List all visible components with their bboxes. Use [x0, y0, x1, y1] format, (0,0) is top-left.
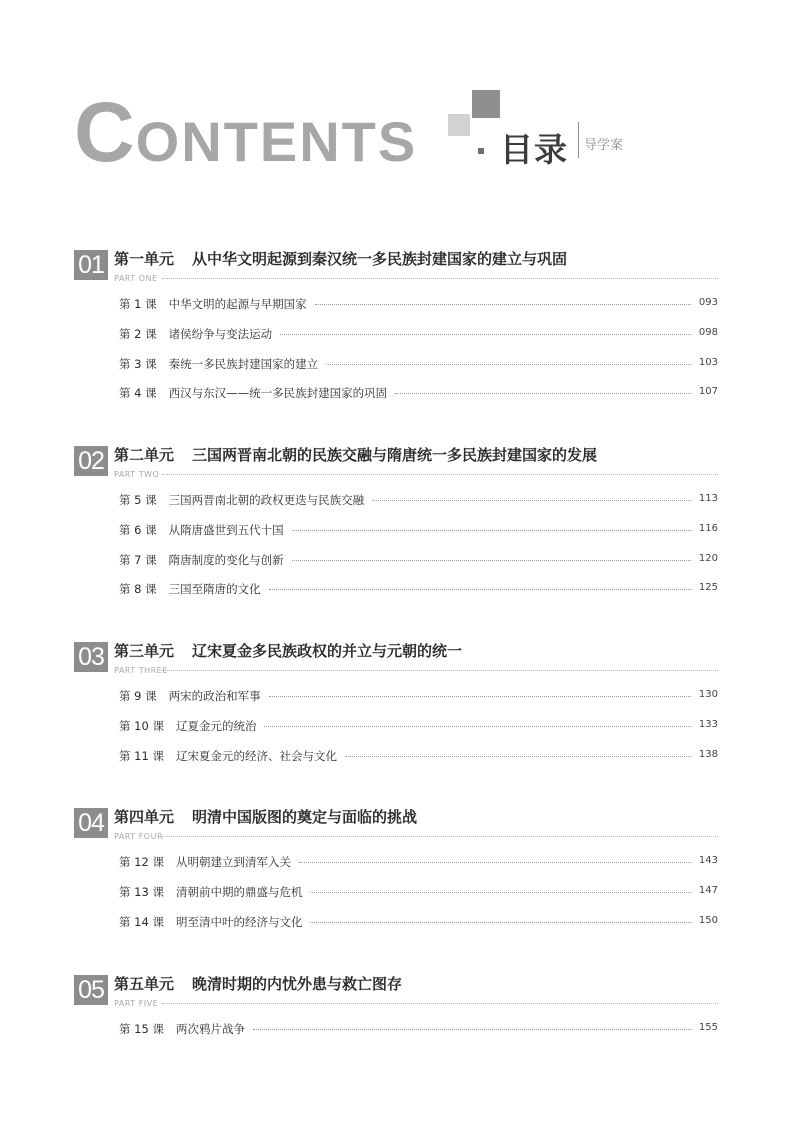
lesson-number: 第 13 课 [119, 884, 164, 899]
lesson-number: 第 3 课 [119, 356, 157, 371]
unit-title [114, 806, 417, 827]
leader-dots [269, 688, 691, 697]
lesson-entry[interactable] [119, 552, 718, 582]
lesson-title: 辽夏金元的统治 [175, 718, 257, 733]
unit-title-prefix: 第一单元 [114, 250, 175, 268]
unit-part-label: PART FIVE [114, 999, 159, 1008]
lesson-page: 116 [698, 522, 718, 534]
lesson-entry[interactable] [119, 385, 718, 415]
leader-dots [299, 854, 691, 863]
lesson-list [119, 296, 718, 415]
lesson-title: 诸侯纷争与变法运动 [168, 326, 273, 341]
lesson-list [119, 854, 718, 943]
lesson-entry[interactable] [119, 718, 718, 748]
lesson-entry[interactable] [119, 492, 718, 522]
lesson-number: 第 15 课 [119, 1022, 164, 1036]
lesson-title: 西汉与东汉——统一多民族封建国家的巩固 [168, 386, 388, 401]
lesson-number: 第 11 课 [119, 748, 164, 763]
lesson-list [119, 492, 718, 611]
leader-dots [292, 522, 691, 531]
lesson-page: 103 [698, 356, 718, 368]
lesson-entry[interactable] [119, 581, 718, 611]
unit-number-badge: 01 [74, 250, 108, 280]
lesson-page: 098 [698, 326, 718, 338]
lesson-entry[interactable] [119, 854, 718, 884]
lesson-page: 120 [698, 552, 718, 564]
unit-number-badge: 03 [74, 642, 108, 672]
leader-dots [310, 884, 690, 893]
unit-number-badge: 02 [74, 446, 108, 476]
lesson-page: 130 [698, 689, 718, 700]
unit-divider [162, 1003, 718, 1004]
leader-dots [315, 296, 691, 305]
lesson-title: 清朝前中期的鼎盛与危机 [175, 884, 303, 899]
lesson-page: 143 [698, 855, 718, 866]
unit-divider [162, 278, 718, 279]
lesson-entry[interactable] [119, 748, 718, 778]
lesson-title: 秦统一多民族封建国家的建立 [168, 356, 319, 371]
lesson-title: 两宋的政治和军事 [168, 689, 261, 703]
unit-title [114, 973, 402, 994]
leader-dots [292, 552, 691, 561]
unit-divider [162, 836, 718, 837]
leader-dots [264, 718, 690, 727]
unit-title-prefix: 第四单元 [114, 808, 175, 826]
lesson-page: 125 [698, 582, 718, 594]
lesson-title: 从明朝建立到清军入关 [175, 855, 291, 869]
lesson-page: 107 [698, 386, 718, 398]
leader-dots [253, 1021, 691, 1030]
lesson-number: 第 6 课 [119, 522, 157, 537]
unit-title-text: 明清中国版图的奠定与面临的挑战 [192, 808, 418, 826]
lesson-title: 三国两晋南北朝的政权更迭与民族交融 [168, 493, 365, 507]
contents-rest: ONTENTS [135, 110, 418, 173]
lesson-entry[interactable] [119, 326, 718, 356]
unit-part-label: PART FOUR [114, 832, 164, 841]
unit-title [114, 640, 462, 661]
unit-part-label: PART THREE [114, 666, 168, 675]
lesson-page: 155 [698, 1022, 718, 1033]
lesson-entry[interactable] [119, 356, 718, 386]
decor-square-dark [472, 90, 500, 118]
lesson-entry[interactable] [119, 522, 718, 552]
leader-dots [395, 385, 691, 394]
lesson-title: 三国至隋唐的文化 [168, 582, 261, 597]
lesson-entry[interactable] [119, 1021, 718, 1051]
lesson-list [119, 688, 718, 777]
lesson-entry[interactable] [119, 296, 718, 326]
lesson-page: 147 [698, 884, 718, 896]
unit-divider [162, 670, 718, 671]
leader-dots [280, 326, 691, 335]
unit-title-text: 辽宋夏金多民族政权的并立与元朝的统一 [192, 642, 463, 660]
decor-square-small [478, 148, 484, 154]
page-subtitle: 导学案 [584, 138, 624, 153]
lesson-entry[interactable] [119, 688, 718, 718]
lesson-title: 辽宋夏金元的经济、社会与文化 [175, 748, 337, 763]
unit-part-label: PART ONE [114, 274, 158, 283]
unit-part-label: PART TWO [114, 470, 160, 479]
lesson-number: 第 4 课 [119, 386, 157, 401]
leader-dots [310, 914, 690, 923]
lesson-title: 明至清中叶的经济与文化 [175, 914, 303, 929]
leader-dots [269, 581, 691, 590]
leader-dots [345, 748, 691, 757]
page-title: 目录 [500, 130, 568, 169]
lesson-page: 093 [698, 297, 718, 308]
unit-title-text: 三国两晋南北朝的民族交融与隋唐统一多民族封建国家的发展 [192, 446, 598, 464]
lesson-list [119, 1021, 718, 1051]
lesson-number: 第 1 课 [119, 297, 157, 311]
unit-number-badge: 04 [74, 808, 108, 838]
unit-title-text: 晚清时期的内忧外患与救亡图存 [192, 975, 403, 993]
lesson-page: 133 [698, 718, 718, 730]
lesson-number: 第 12 课 [119, 855, 164, 869]
contents-initial: C [74, 85, 136, 179]
lesson-title: 隋唐制度的变化与创新 [168, 552, 284, 567]
unit-title-prefix: 第三单元 [114, 642, 175, 660]
leader-dots [372, 492, 691, 501]
unit-title-text: 从中华文明起源到秦汉统一多民族封建国家的建立与巩固 [192, 250, 568, 268]
lesson-page: 113 [698, 493, 718, 504]
lesson-number: 第 2 课 [119, 326, 157, 341]
lesson-number: 第 7 课 [119, 552, 157, 567]
lesson-title: 从隋唐盛世到五代十国 [168, 522, 284, 537]
lesson-entry[interactable] [119, 914, 718, 944]
unit-divider [162, 474, 718, 475]
lesson-title: 两次鸦片战争 [175, 1022, 245, 1036]
unit-number-badge: 05 [74, 975, 108, 1005]
unit-title-prefix: 第二单元 [114, 446, 175, 464]
contents-wordmark [74, 85, 418, 179]
decor-square-light [448, 114, 470, 136]
lesson-entry[interactable] [119, 884, 718, 914]
lesson-number: 第 8 课 [119, 582, 157, 597]
lesson-number: 第 9 课 [119, 689, 157, 703]
lesson-page: 138 [698, 748, 718, 760]
title-divider [578, 122, 579, 158]
lesson-number: 第 5 课 [119, 493, 157, 507]
unit-title [114, 444, 597, 465]
lesson-title: 中华文明的起源与早期国家 [168, 297, 307, 311]
unit-title [114, 248, 567, 269]
lesson-page: 150 [698, 914, 718, 926]
unit-title-prefix: 第五单元 [114, 975, 175, 993]
lesson-number: 第 14 课 [119, 914, 164, 929]
leader-dots [326, 356, 691, 365]
lesson-number: 第 10 课 [119, 718, 164, 733]
